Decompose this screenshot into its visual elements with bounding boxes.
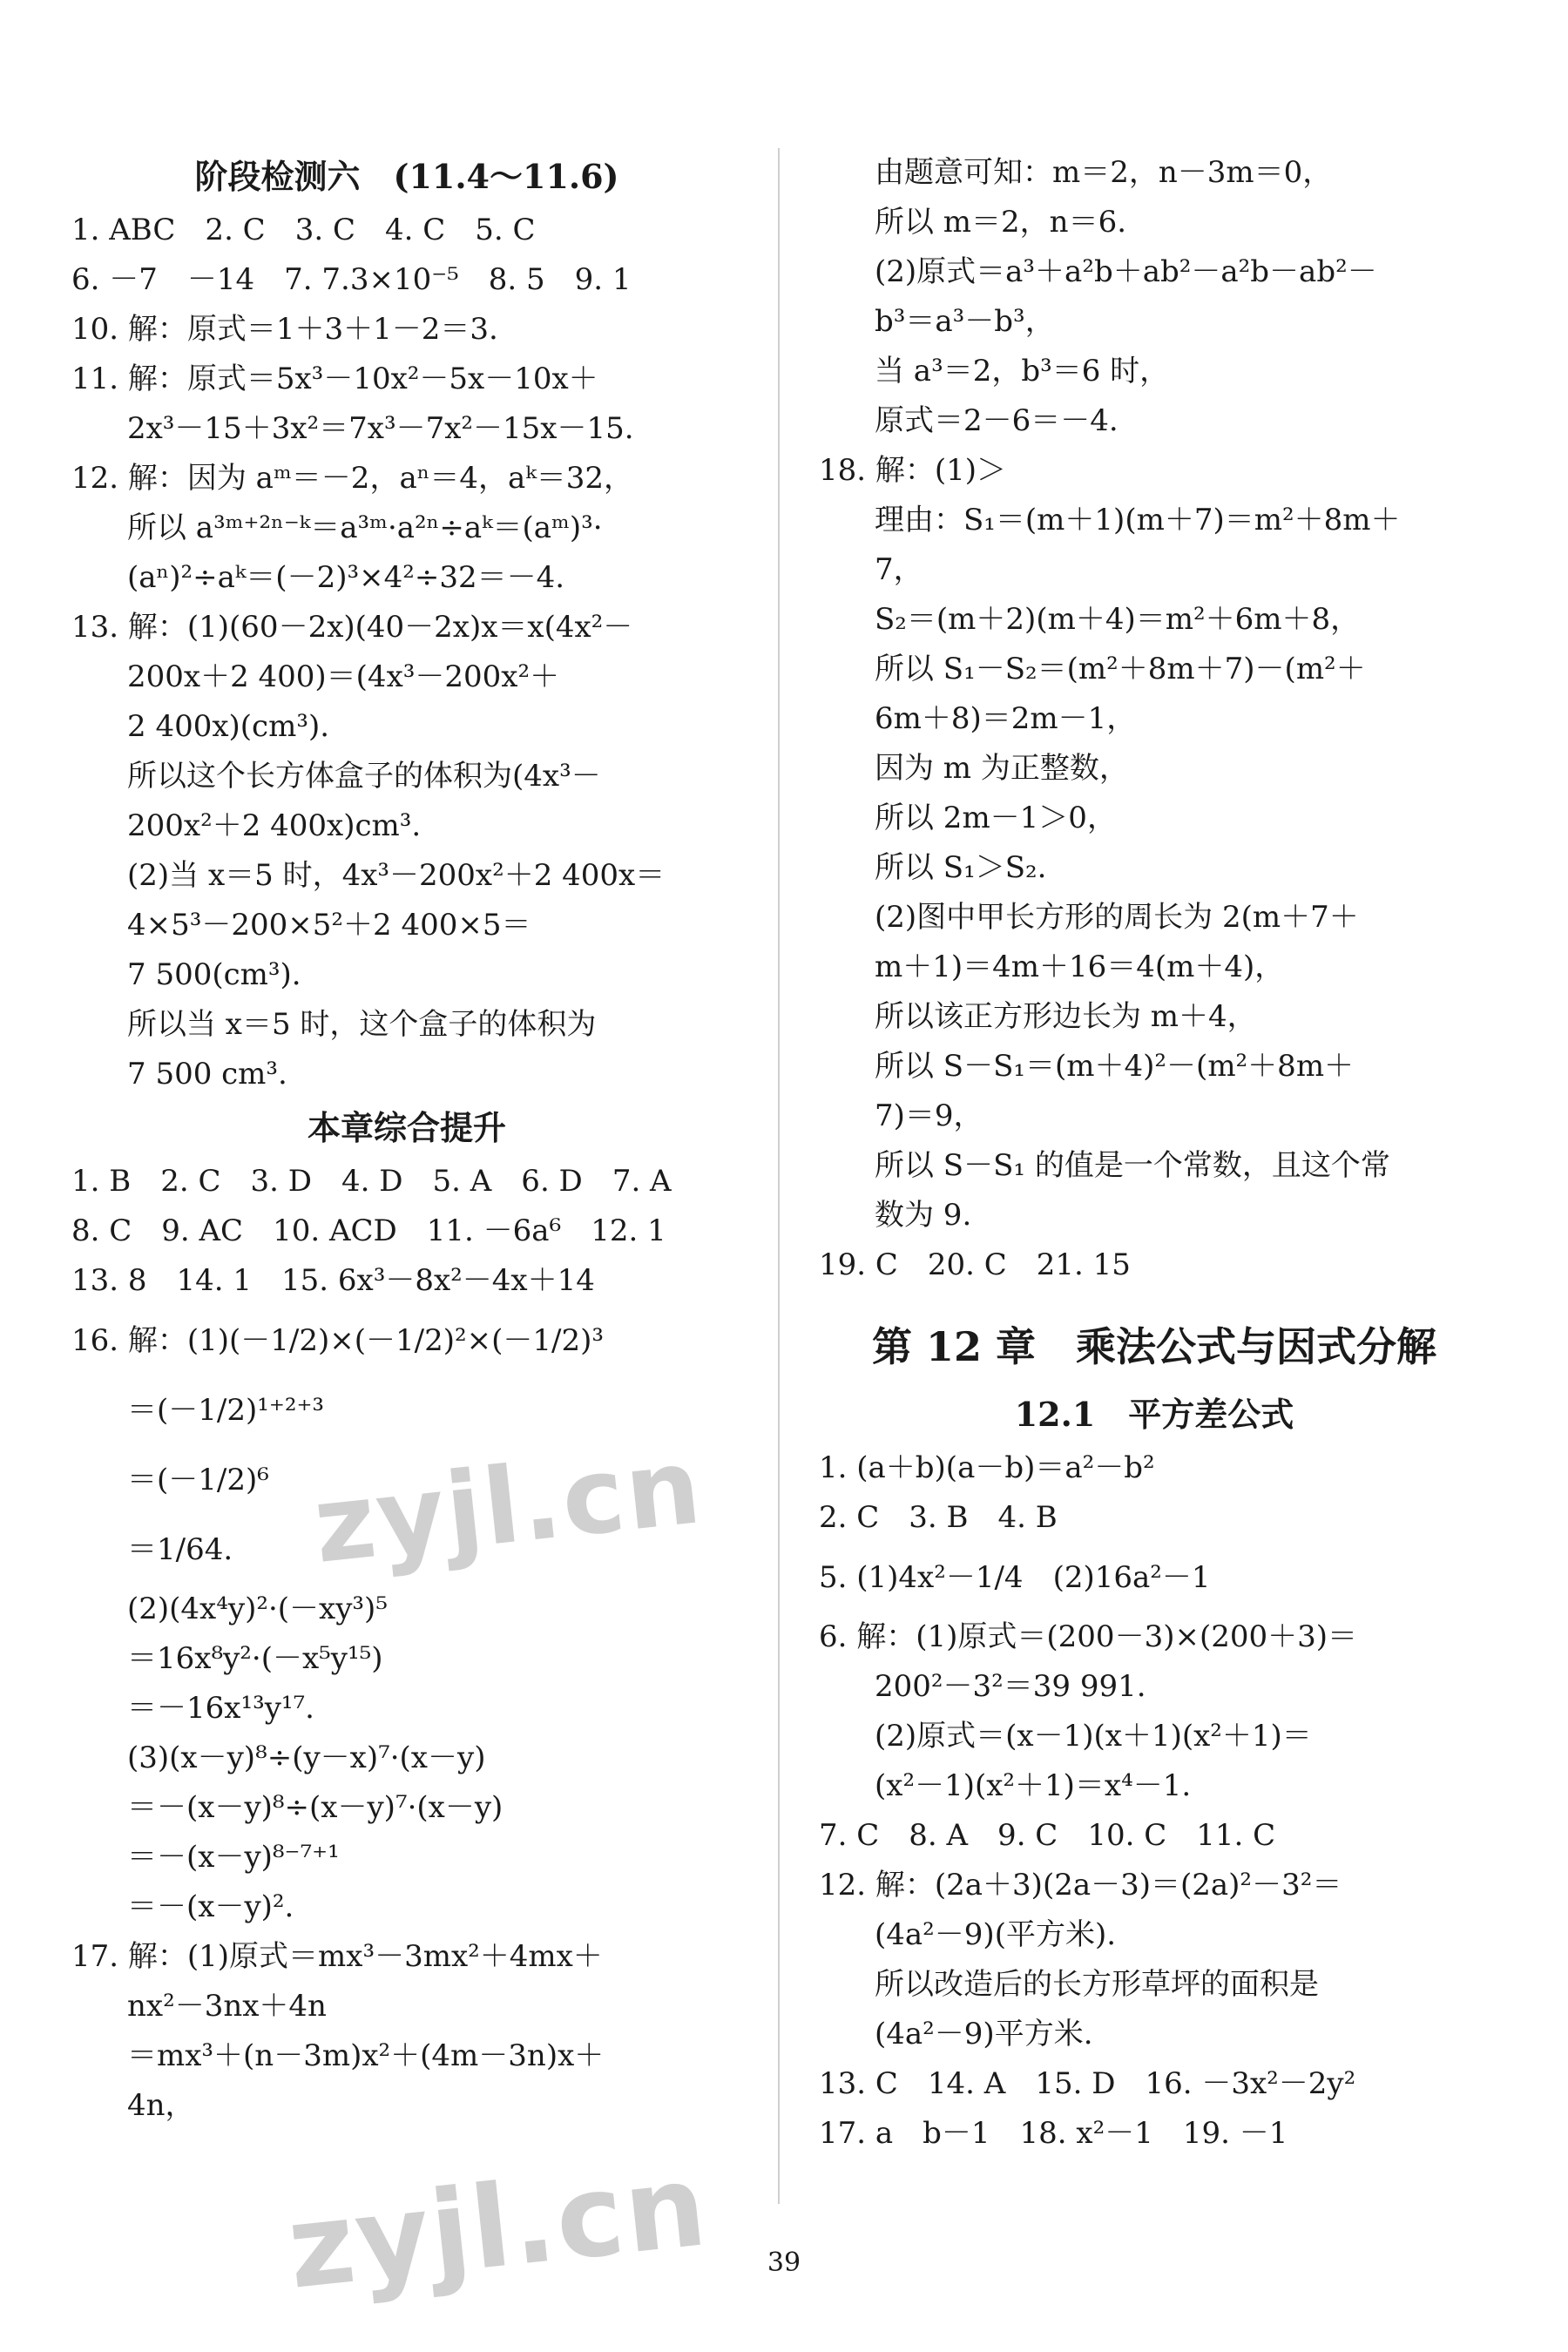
answer-continuation: (2)原式＝(x－1)(x＋1)(x²＋1)＝ — [875, 1719, 1312, 1754]
answer-continuation: b³＝a³－b³， — [875, 304, 1055, 339]
answer-continuation: ＝－(x－y)⁸⁻⁷⁺¹ — [127, 1840, 340, 1875]
watermark: zyjl.cn — [281, 2139, 714, 2315]
answer-continuation: ＝－(x－y)². — [127, 1889, 294, 1924]
answer-continuation: 4n， — [127, 2088, 195, 2123]
answer-continuation: 所以 S₁－S₂＝(m²＋8m＋7)－(m²＋ — [875, 652, 1366, 686]
chapter-12-heading: 第 12 章 乘法公式与因式分解 — [871, 1323, 1437, 1370]
answer-item: 8. C 9. AC 10. ACD 11. －6a⁶ 12. 1 — [71, 1213, 666, 1248]
answer-continuation: nx²－3nx＋4n — [127, 1989, 327, 2024]
answer-item: 1. (a＋b)(a－b)＝a²－b² — [819, 1450, 1155, 1485]
answer-item: 17. 解：(1)原式＝mx³－3mx²＋4mx＋ — [71, 1939, 603, 1974]
answer-continuation: 数为 9. — [875, 1198, 972, 1233]
answer-continuation: (2)原式＝a³＋a²b＋ab²－a²b－ab²－ — [875, 254, 1377, 289]
answer-continuation: ＝(－1/2)⁶ — [127, 1463, 269, 1497]
answer-item: 13. C 14. A 15. D 16. －3x²－2y² — [819, 2066, 1356, 2101]
answer-item: 7. C 8. A 9. C 10. C 11. C — [819, 1818, 1276, 1853]
answer-continuation: 理由：S₁＝(m＋1)(m＋7)＝m²＋8m＋ — [875, 503, 1401, 537]
answer-item: 1. B 2. C 3. D 4. D 5. A 6. D 7. A — [71, 1164, 672, 1199]
answer-continuation: ＝mx³＋(n－3m)x²＋(4m－3n)x＋ — [127, 2038, 605, 2073]
answer-continuation: (x²－1)(x²＋1)＝x⁴－1. — [875, 1768, 1192, 1803]
right-answers-block-2 — [819, 1443, 1490, 2159]
answer-continuation: 6m＋8)＝2m－1， — [875, 701, 1137, 736]
answer-item: 13. 解：(1)(60－2x)(40－2x)x＝x(4x²－ — [71, 610, 633, 645]
answer-continuation: 所以该正方形边长为 m＋4， — [875, 999, 1257, 1034]
answer-item: 19. C 20. C 21. 15 — [819, 1247, 1131, 1282]
answer-continuation: 当 a³＝2，b³＝6 时， — [875, 354, 1170, 389]
answer-continuation: 所以 m＝2，n＝6. — [875, 205, 1127, 240]
answer-item: 1. ABC 2. C 3. C 4. C 5. C — [71, 213, 536, 247]
right-column — [819, 148, 1490, 2159]
answer-continuation: 2 400x)(cm³). — [127, 709, 330, 744]
answer-continuation: 2x³－15＋3x²＝7x³－7x²－15x－15. — [127, 411, 634, 446]
answer-continuation: 200²－3²＝39 991. — [875, 1669, 1146, 1704]
answer-item: 6. 解：(1)原式＝(200－3)×(200＋3)＝ — [819, 1619, 1358, 1654]
answer-item: 18. 解：(1)＞ — [819, 453, 1007, 488]
answer-continuation: 7 500 cm³. — [127, 1057, 287, 1092]
answer-continuation: 所以这个长方体盒子的体积为(4x³－ — [127, 759, 601, 794]
answer-continuation: 因为 m 为正整数， — [875, 751, 1129, 786]
answer-item: 6. －7 －14 7. 7.3×10⁻⁵ 8. 5 9. 1 — [71, 262, 632, 297]
answer-continuation: (2)图中甲长方形的周长为 2(m＋7＋ — [875, 900, 1359, 935]
answer-continuation: (3)(x－y)⁸÷(y－x)⁷·(x－y) — [127, 1740, 486, 1775]
answer-continuation: ＝－(x－y)⁸÷(x－y)⁷·(x－y) — [127, 1790, 504, 1825]
column-divider — [778, 148, 780, 2204]
page-number: 39 — [767, 2247, 801, 2278]
answer-continuation: 所以 2m－1＞0， — [875, 801, 1117, 835]
answer-continuation: 原式＝2－6＝－4. — [875, 403, 1119, 438]
answer-continuation: 所以 S₁＞S₂. — [875, 850, 1047, 885]
answer-item: 12. 解：因为 aᵐ＝－2，aⁿ＝4，aᵏ＝32， — [71, 461, 633, 496]
answer-continuation: 7)＝9， — [875, 1098, 983, 1133]
section-heading-chapter-review: 本章综合提升 — [307, 1108, 506, 1147]
section-12-1-heading: 12.1 平方差公式 — [1014, 1395, 1294, 1434]
answer-continuation: 所以改造后的长方形草坪的面积是 — [875, 1967, 1319, 2002]
answer-item: 16. 解：(1)(－1/2)×(－1/2)²×(－1/2)³ — [71, 1323, 605, 1358]
answer-continuation: ＝16x⁸y²·(－x⁵y¹⁵) — [127, 1641, 383, 1676]
answer-continuation: ＝1/64. — [127, 1532, 233, 1567]
answer-continuation: ＝(－1/2)¹⁺²⁺³ — [127, 1393, 325, 1428]
answer-item: 17. a b－1 18. x²－1 19. －1 — [819, 2116, 1288, 2151]
answer-item: 10. 解：原式＝1＋3＋1－2＝3. — [71, 312, 498, 347]
left-answers-block-2 — [71, 1157, 742, 2131]
answer-continuation: (4a²－9)平方米. — [875, 2017, 1093, 2051]
answer-continuation: 所以 S－S₁ 的值是一个常数，且这个常 — [875, 1148, 1390, 1183]
answer-continuation: S₂＝(m＋2)(m＋4)＝m²＋6m＋8， — [875, 602, 1361, 637]
answer-item: 13. 8 14. 1 15. 6x³－8x²－4x＋14 — [71, 1263, 595, 1298]
left-column — [71, 148, 742, 2131]
left-answers-block-1 — [71, 206, 742, 1099]
answer-continuation: (2)当 x＝5 时，4x³－200x²＋2 400x＝ — [127, 858, 666, 893]
answer-continuation: 7， — [875, 552, 923, 587]
answer-continuation: 所以 S－S₁＝(m＋4)²－(m²＋8m＋ — [875, 1049, 1355, 1084]
answer-continuation: 200x＋2 400)＝(4x³－200x²＋ — [127, 659, 560, 694]
right-answers-block-1 — [819, 148, 1490, 1290]
answer-continuation: 由题意可知：m＝2，n－3m＝0， — [875, 155, 1333, 190]
answer-continuation: 7 500(cm³). — [127, 957, 301, 992]
answer-continuation: 4×5³－200×5²＋2 400×5＝ — [127, 908, 531, 943]
answer-continuation: 200x²＋2 400x)cm³. — [127, 808, 422, 843]
watermark: zyjl.cn — [308, 1426, 708, 1587]
answer-continuation: (aⁿ)²÷aᵏ＝(－2)³×4²÷32＝－4. — [127, 560, 565, 595]
answer-continuation: ＝－16x¹³y¹⁷. — [127, 1691, 314, 1726]
answer-item: 12. 解：(2a＋3)(2a－3)＝(2a)²－3²＝ — [819, 1868, 1342, 1903]
answer-continuation: (2)(4x⁴y)²·(－xy³)⁵ — [127, 1592, 388, 1626]
answer-continuation: 所以 a³ᵐ⁺²ⁿ⁻ᵏ＝a³ᵐ·a²ⁿ÷aᵏ＝(aᵐ)³· — [127, 510, 603, 545]
answer-continuation: 所以当 x＝5 时，这个盒子的体积为 — [127, 1007, 597, 1042]
answer-continuation: (4a²－9)(平方米). — [875, 1917, 1117, 1952]
answer-item: 11. 解：原式＝5x³－10x²－5x－10x＋ — [71, 362, 598, 396]
answer-continuation: m＋1)＝4m＋16＝4(m＋4)， — [875, 950, 1285, 984]
section-heading-stage-test-6: 阶段检测六 (11.4～11.6) — [194, 157, 619, 196]
answer-item: 2. C 3. B 4. B — [819, 1500, 1058, 1535]
answer-item: 5. (1)4x²－1/4 (2)16a²－1 — [819, 1560, 1211, 1595]
